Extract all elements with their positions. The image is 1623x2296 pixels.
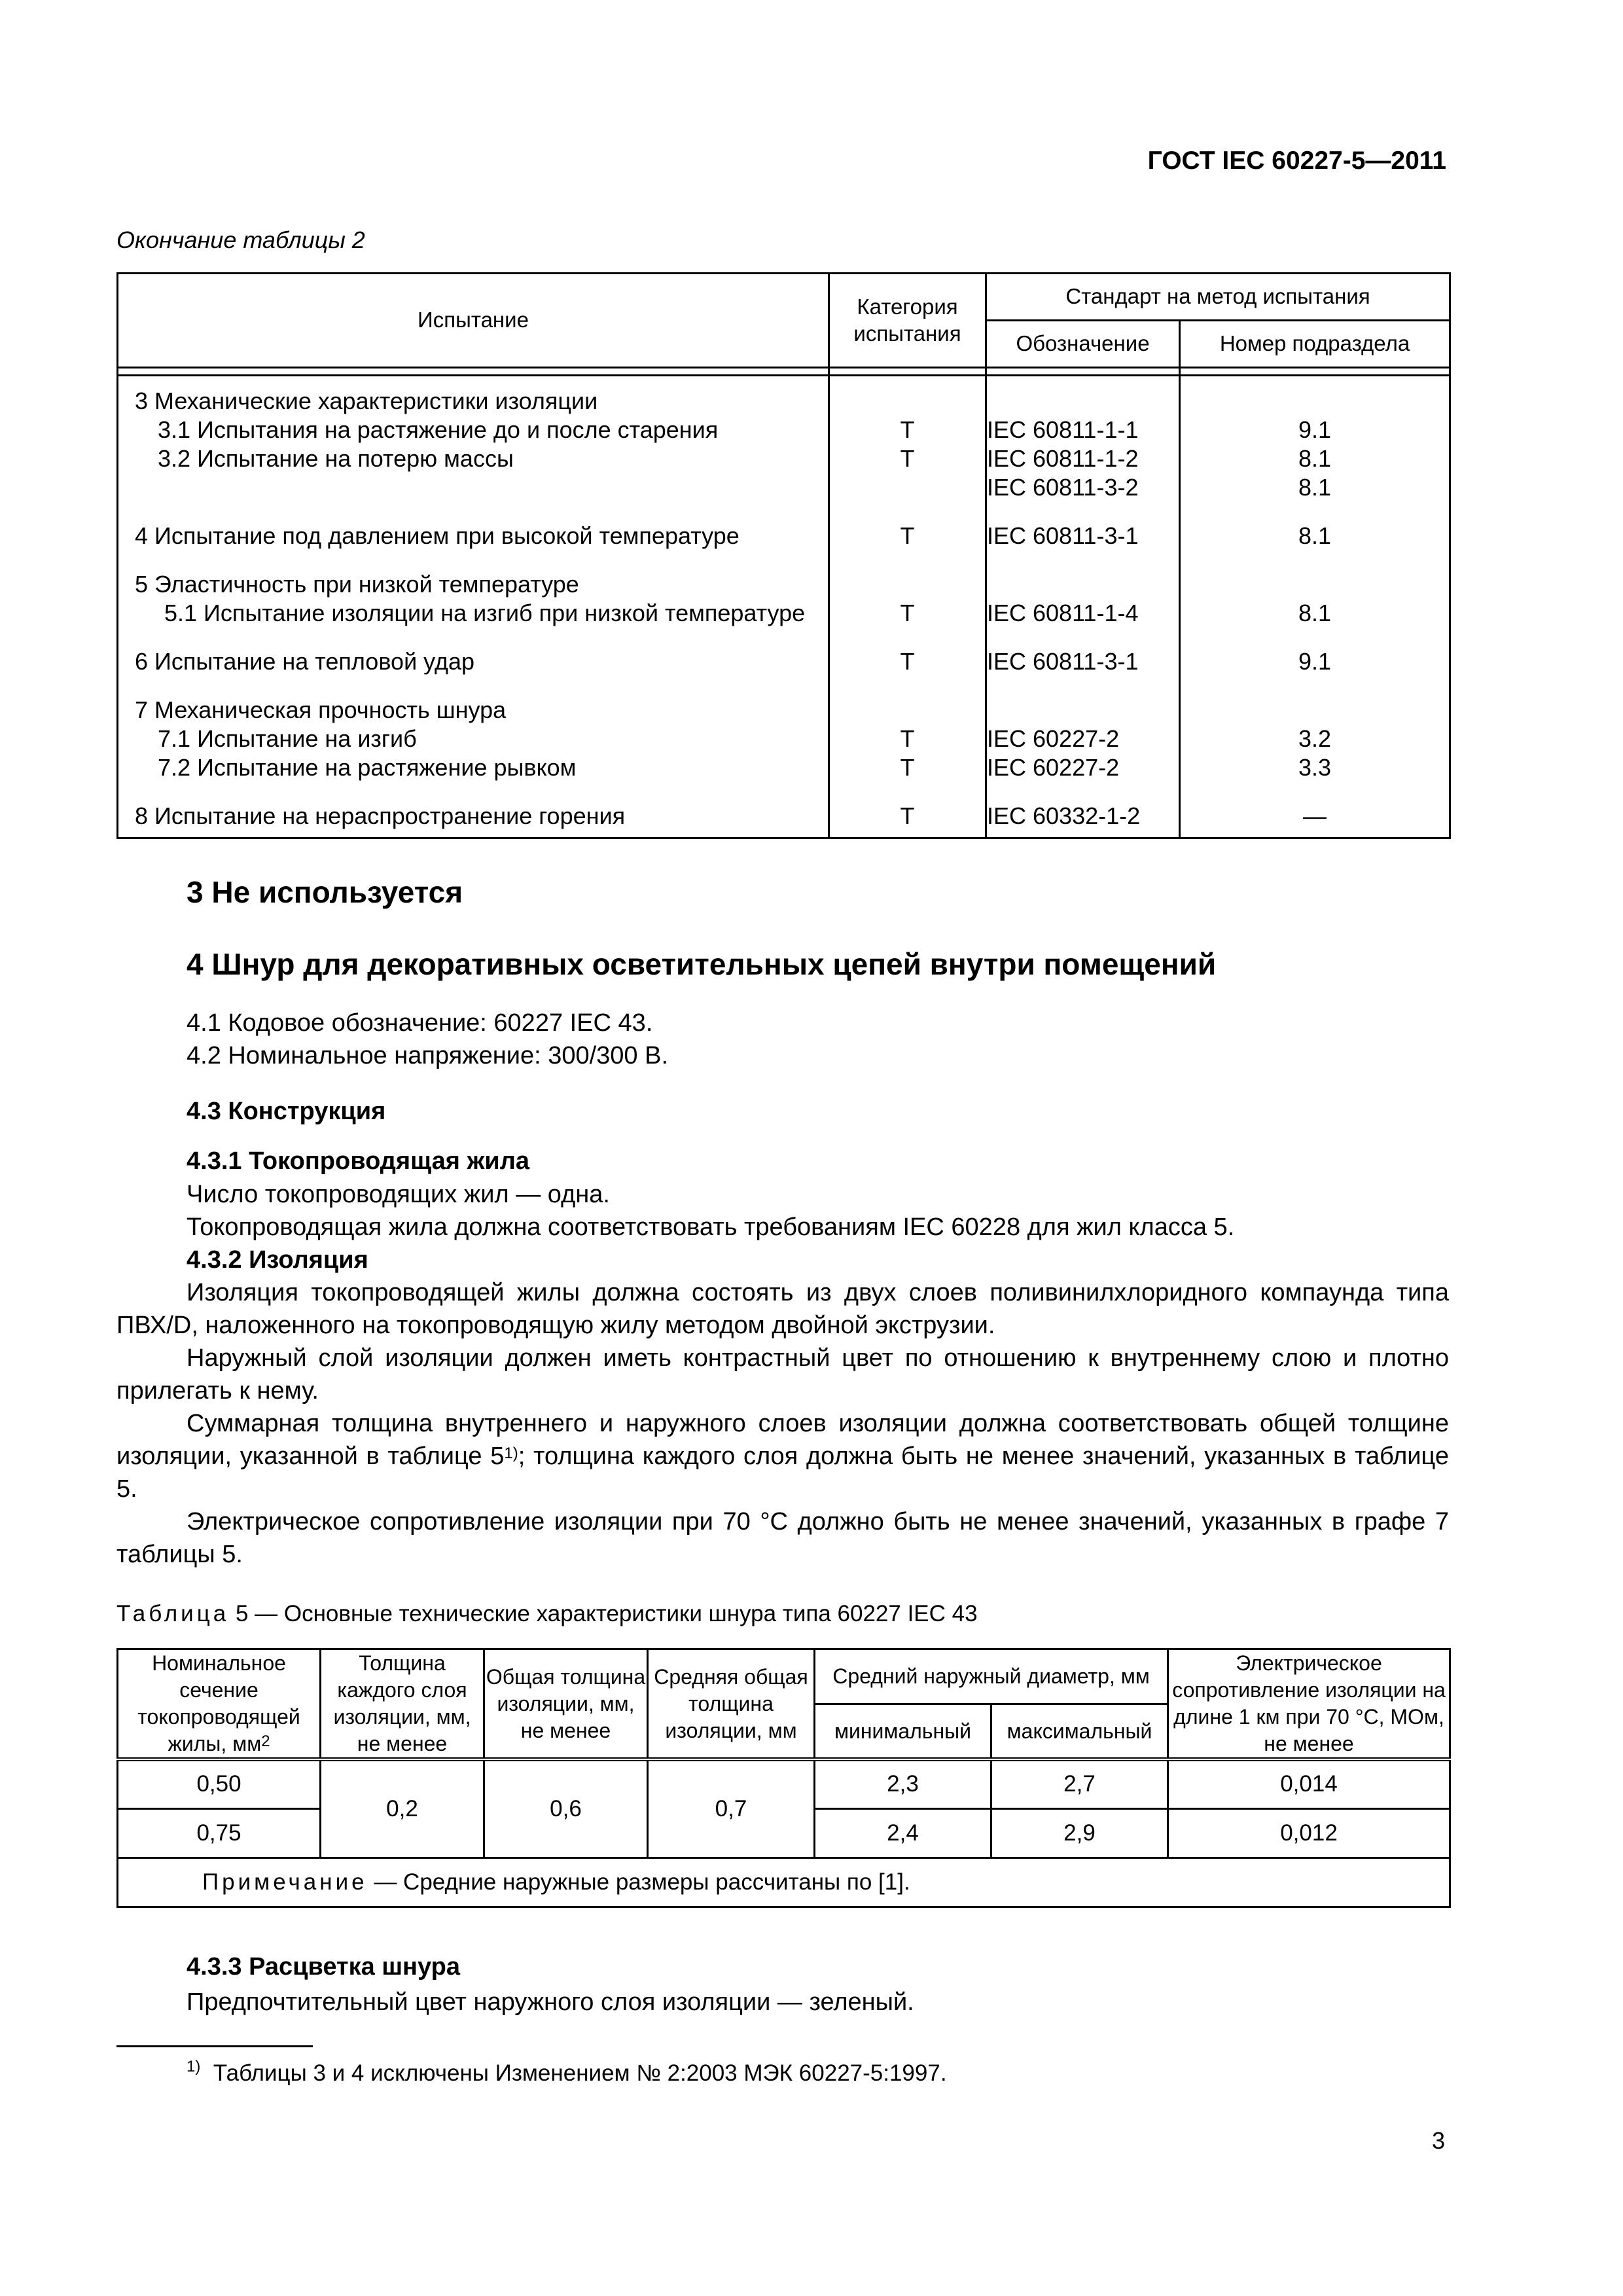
paragraph-4-3-1-a: Число токопроводящих жил — одна. [187,1181,610,1208]
table-row: 3.1 Испытания на растяжение до и после старения [158,416,719,443]
designation-column: IEC 60811-1-1 IEC 60811-1-2 IEC 60811-3-2 IEC 60811-3-1 IEC 60811-1-4 IEC 60811-3-1 IEC 60227-2 IEC 60227-2 IEC 60332-1-2 [986,376,1180,838]
table-row: 4 Испытание под давлением при высокой температуре [135,522,740,549]
header-layer-thickness: Толщина каждого слоя изоляции, мм, не менее [321,1649,484,1760]
footnote-ref: 1) [504,1444,518,1462]
header-category: Категория испытания [829,274,986,368]
paragraph-4-1: 4.1 Кодовое обозначение: 60227 IEC 43. [187,1009,653,1037]
header-subsection: Номер подраздела [1180,321,1450,368]
table-row [118,473,828,502]
header-resistance: Электрическое сопротивление изоляции на длине 1 км при 70 °С, МОм, не менее [1168,1649,1450,1760]
heading-4-3-1: 4.3.1 Токопроводящая жила [187,1147,530,1175]
header-diameter: Средний наружный диаметр, мм [815,1649,1168,1704]
header-test: Испытание [118,274,829,368]
paragraph-4-3-2-c: Суммарная толщина внутреннего и наружного слоев изоляции должна соответствовать общей толщине изоляции, указанной в таблице 5$^{1)}$; толщина каждого слоя должна быть не менее значений, указанных в таблице 5. [116,1410,1449,1503]
header-min-diameter: минимальный [815,1704,991,1759]
table-2 [116,272,1451,839]
page-number: 3 [1431,2127,1445,2154]
document-code: ГОСТ IEC 60227-5—2011 [1147,147,1446,175]
header-average-thickness: Средняя общая толщина изоляции, мм [648,1649,815,1760]
test-column [118,376,829,838]
table5-caption: Таблица 5 — Основные технические характеристики шнура типа 60227 IEC 43 [116,1601,978,1626]
table-row: 5.1 Испытание изоляции на изгиб при низкой температуре [164,600,806,626]
header-max-diameter: максимальный [991,1704,1168,1759]
paragraph-4-3-1-b: Токопроводящая жила должна соответствовать требованиям IEC 60228 для жил класса 5. [187,1213,1235,1241]
category-column: Т Т Т Т Т Т Т Т [829,376,986,838]
paragraph-4-3-2-d: Электрическое сопротивление изоляции при 70 °С должно быть не менее значений, указанных в графе 7 таблицы 5. [116,1508,1449,1568]
table-row: 3 Механические характеристики изоляции [135,387,598,414]
table-row: 7.2 Испытание на растяжение рывком [158,754,577,781]
paragraph-4-3-2-a: Изоляция токопроводящей жилы должна состоять из двух слоев поливинилхлоридного компаунда типа ПВХ/D, наложенного на токопроводящую жилу методом двойной экструзии. [116,1279,1449,1339]
paragraph-4-3-2-b: Наружный слой изоляции должен иметь контрастный цвет по отношению к внутреннему слою и плотно прилегать к нему. [116,1344,1449,1405]
table-row: 8 Испытание на нераспространение горения [135,802,626,829]
footnote: $^{1)}$ Таблицы 3 и 4 исключены Изменением № 2:2003 МЭК 60227-5:1997. [187,2058,947,2086]
table-row: 3.2 Испытание на потерю массы [158,445,514,472]
heading-4-3-3: 4.3.3 Расцветка шнура [187,1953,460,1981]
header-designation: Обозначение [986,321,1180,368]
heading-4-3-2: 4.3.2 Изоляция [187,1246,368,1274]
table-5 [116,1648,1451,1908]
section-3-heading: 3 Не используется [187,875,463,909]
section-4-heading: 4 Шнур для декоративных осветительных цепей внутри помещений [187,947,1217,981]
heading-4-3: 4.3 Конструкция [187,1098,386,1125]
table-row: 0,50 0,2 0,6 0,7 2,3 2,7 0,014 [118,1759,1450,1808]
table-row: 7 Механическая прочность шнура [135,696,507,723]
table5-note: Примечание — Средние наружные размеры рассчитаны по [1]. [118,1857,1450,1907]
subsection-column: 9.1 8.1 8.1 8.1 8.1 9.1 3.2 3.3 — [1180,376,1450,838]
table-row: 0,75 2,4 2,9 0,012 [118,1808,1450,1857]
table-row: 6 Испытание на тепловой удар [135,648,475,675]
footnote-divider [116,2045,313,2047]
header-standard: Стандарт на метод испытания [986,274,1450,321]
header-section: Номинальное сечение токопроводящей жилы, $мм^2$ [118,1649,321,1760]
header-total-thickness: Общая толщина изоляции, мм, не менее [484,1649,648,1760]
table-row: 7.1 Испытание на изгиб [158,725,417,752]
paragraph-4-3-3: Предпочтительный цвет наружного слоя изоляции — зеленый. [187,1988,914,2016]
paragraph-4-2: 4.2 Номинальное напряжение: 300/300 В. [187,1042,669,1069]
table-row: 5 Эластичность при низкой температуре [135,571,579,598]
table2-caption: Окончание таблицы 2 [116,226,365,253]
